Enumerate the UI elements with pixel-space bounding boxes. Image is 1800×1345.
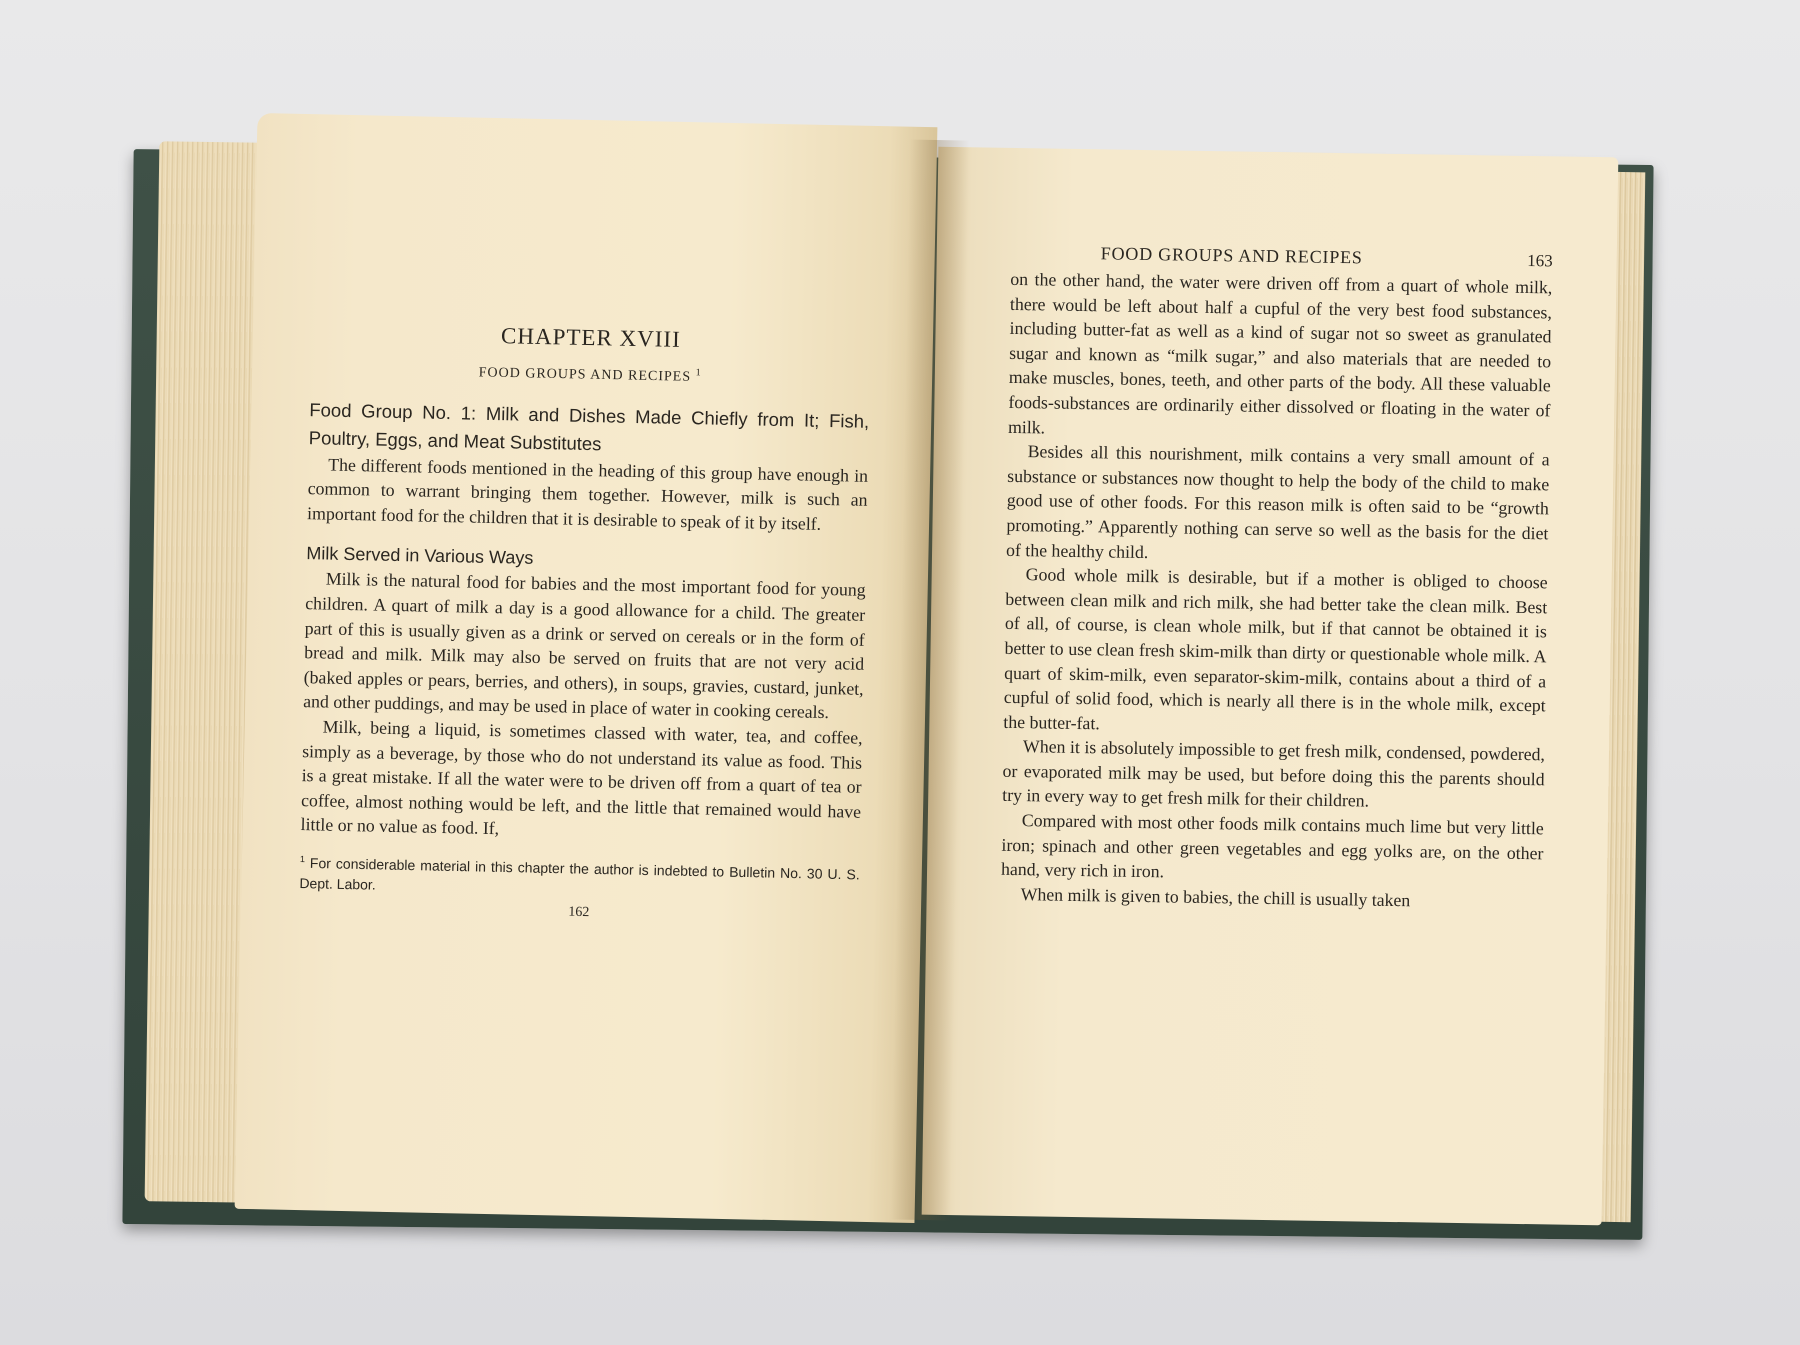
chapter-subtitle (310, 359, 870, 389)
footnote-number: 1 (299, 854, 306, 865)
left-page-number: 162 (568, 904, 590, 920)
footnote (299, 849, 860, 904)
right-paragraph-1: on the other hand, the water were driven off from a quart of whole milk, there would be left about half a cupful of the very best food substances, including butter-fat as well as a kind of sugar not so sweet as granulated sugar and known as “milk sugar,” and also materials that are needed to make muscles, bones, teeth, and other parts of the body. All these valuable foods-substances are ordinarily either dissolved or floating in the water of milk. (1007, 268, 1553, 437)
right-paragraph-2: Besides all this nourishment, milk contains a very small amount of a substance or substances now thought to help the body of the child to make good use of other foods. For this reason milk is often said to be “growth promoting.” Apparently nothing can serve so well as the basis for the diet of the healthy child. (1005, 441, 1550, 562)
right-paragraph-6: When milk is given to babies, the chill is usually taken (1020, 883, 1411, 911)
right-paragraph-5: Compared with most other foods milk contains much lime but very little iron; spinach and other green vegetables and egg yolks are, on the other hand, very rich in iron. (1000, 810, 1544, 882)
chapter-title: CHAPTER XVIII (500, 323, 682, 352)
left-page (235, 113, 938, 1223)
section-heading: Food Group No. 1: Milk and Dishes Made Chiefly from It; Fish, Poultry, Eggs, and Meat Substitutes (308, 398, 870, 454)
footnote-marker: 1 (695, 367, 702, 379)
running-head-title: FOOD GROUPS AND RECIPES (1100, 243, 1363, 268)
running-head (1011, 242, 1553, 272)
left-paragraph-2: Milk, being a liquid, is sometimes classed with water, tea, and coffee, simply as a beverage, by those who do not understand its value as food. This is a great mistake. If all the water were to be driven off from a quart of tea or coffee, almost nothing would be left, and the little that remained would have little or no value as food. If, (300, 716, 863, 839)
subsection-heading: Milk Served in Various Ways (306, 543, 534, 569)
right-page (922, 147, 1619, 1226)
intro-paragraph: The different foods mentioned in the heading of this group have enough in common to warrant bringing them together. However, milk is such an important food for the children that it is desirable to speak of it by itself. (306, 454, 869, 534)
chapter-subtitle-text: FOOD GROUPS AND RECIPES (478, 365, 692, 385)
left-paragraph-1: Milk is the natural food for babies and the most important food for young children. A quart of milk a day is a good allowance for a child. The greater part of this is usually given as a drink or served on cereals or in the form of bread and milk. Milk may also be served on fruits that are not very acid (baked apples or pears, berries, and others), in soups, gravies, custard, junket, and other puddings, and may be used in place of water in cooking cereals. (303, 568, 866, 723)
footnote-text: For considerable material in this chapter the author is indebted to Bulletin No. 30 U. S. Dept. Labor. (299, 854, 860, 893)
right-page-number: 163 (1527, 250, 1553, 271)
right-paragraph-3: Good whole milk is desirable, but if a mother is obliged to choose between clean milk and rich milk, she had better take the clean milk. Best of all, of course, is clean whole milk, but if that cannot be obtained it is better to use clean fresh skim-milk than dirty or questionable whole milk. A quart of skim-milk, even separator-skim-milk, contains about a third of a cupful of solid food, which is nearly all there is in the whole milk, except the butter-fat. (1003, 564, 1548, 734)
right-paragraph-4: When it is absolutely impossible to get fresh milk, condensed, powdered, or evaporated milk may be used, but before doing this the parents should try in every way to get fresh milk for their children. (1002, 736, 1546, 812)
